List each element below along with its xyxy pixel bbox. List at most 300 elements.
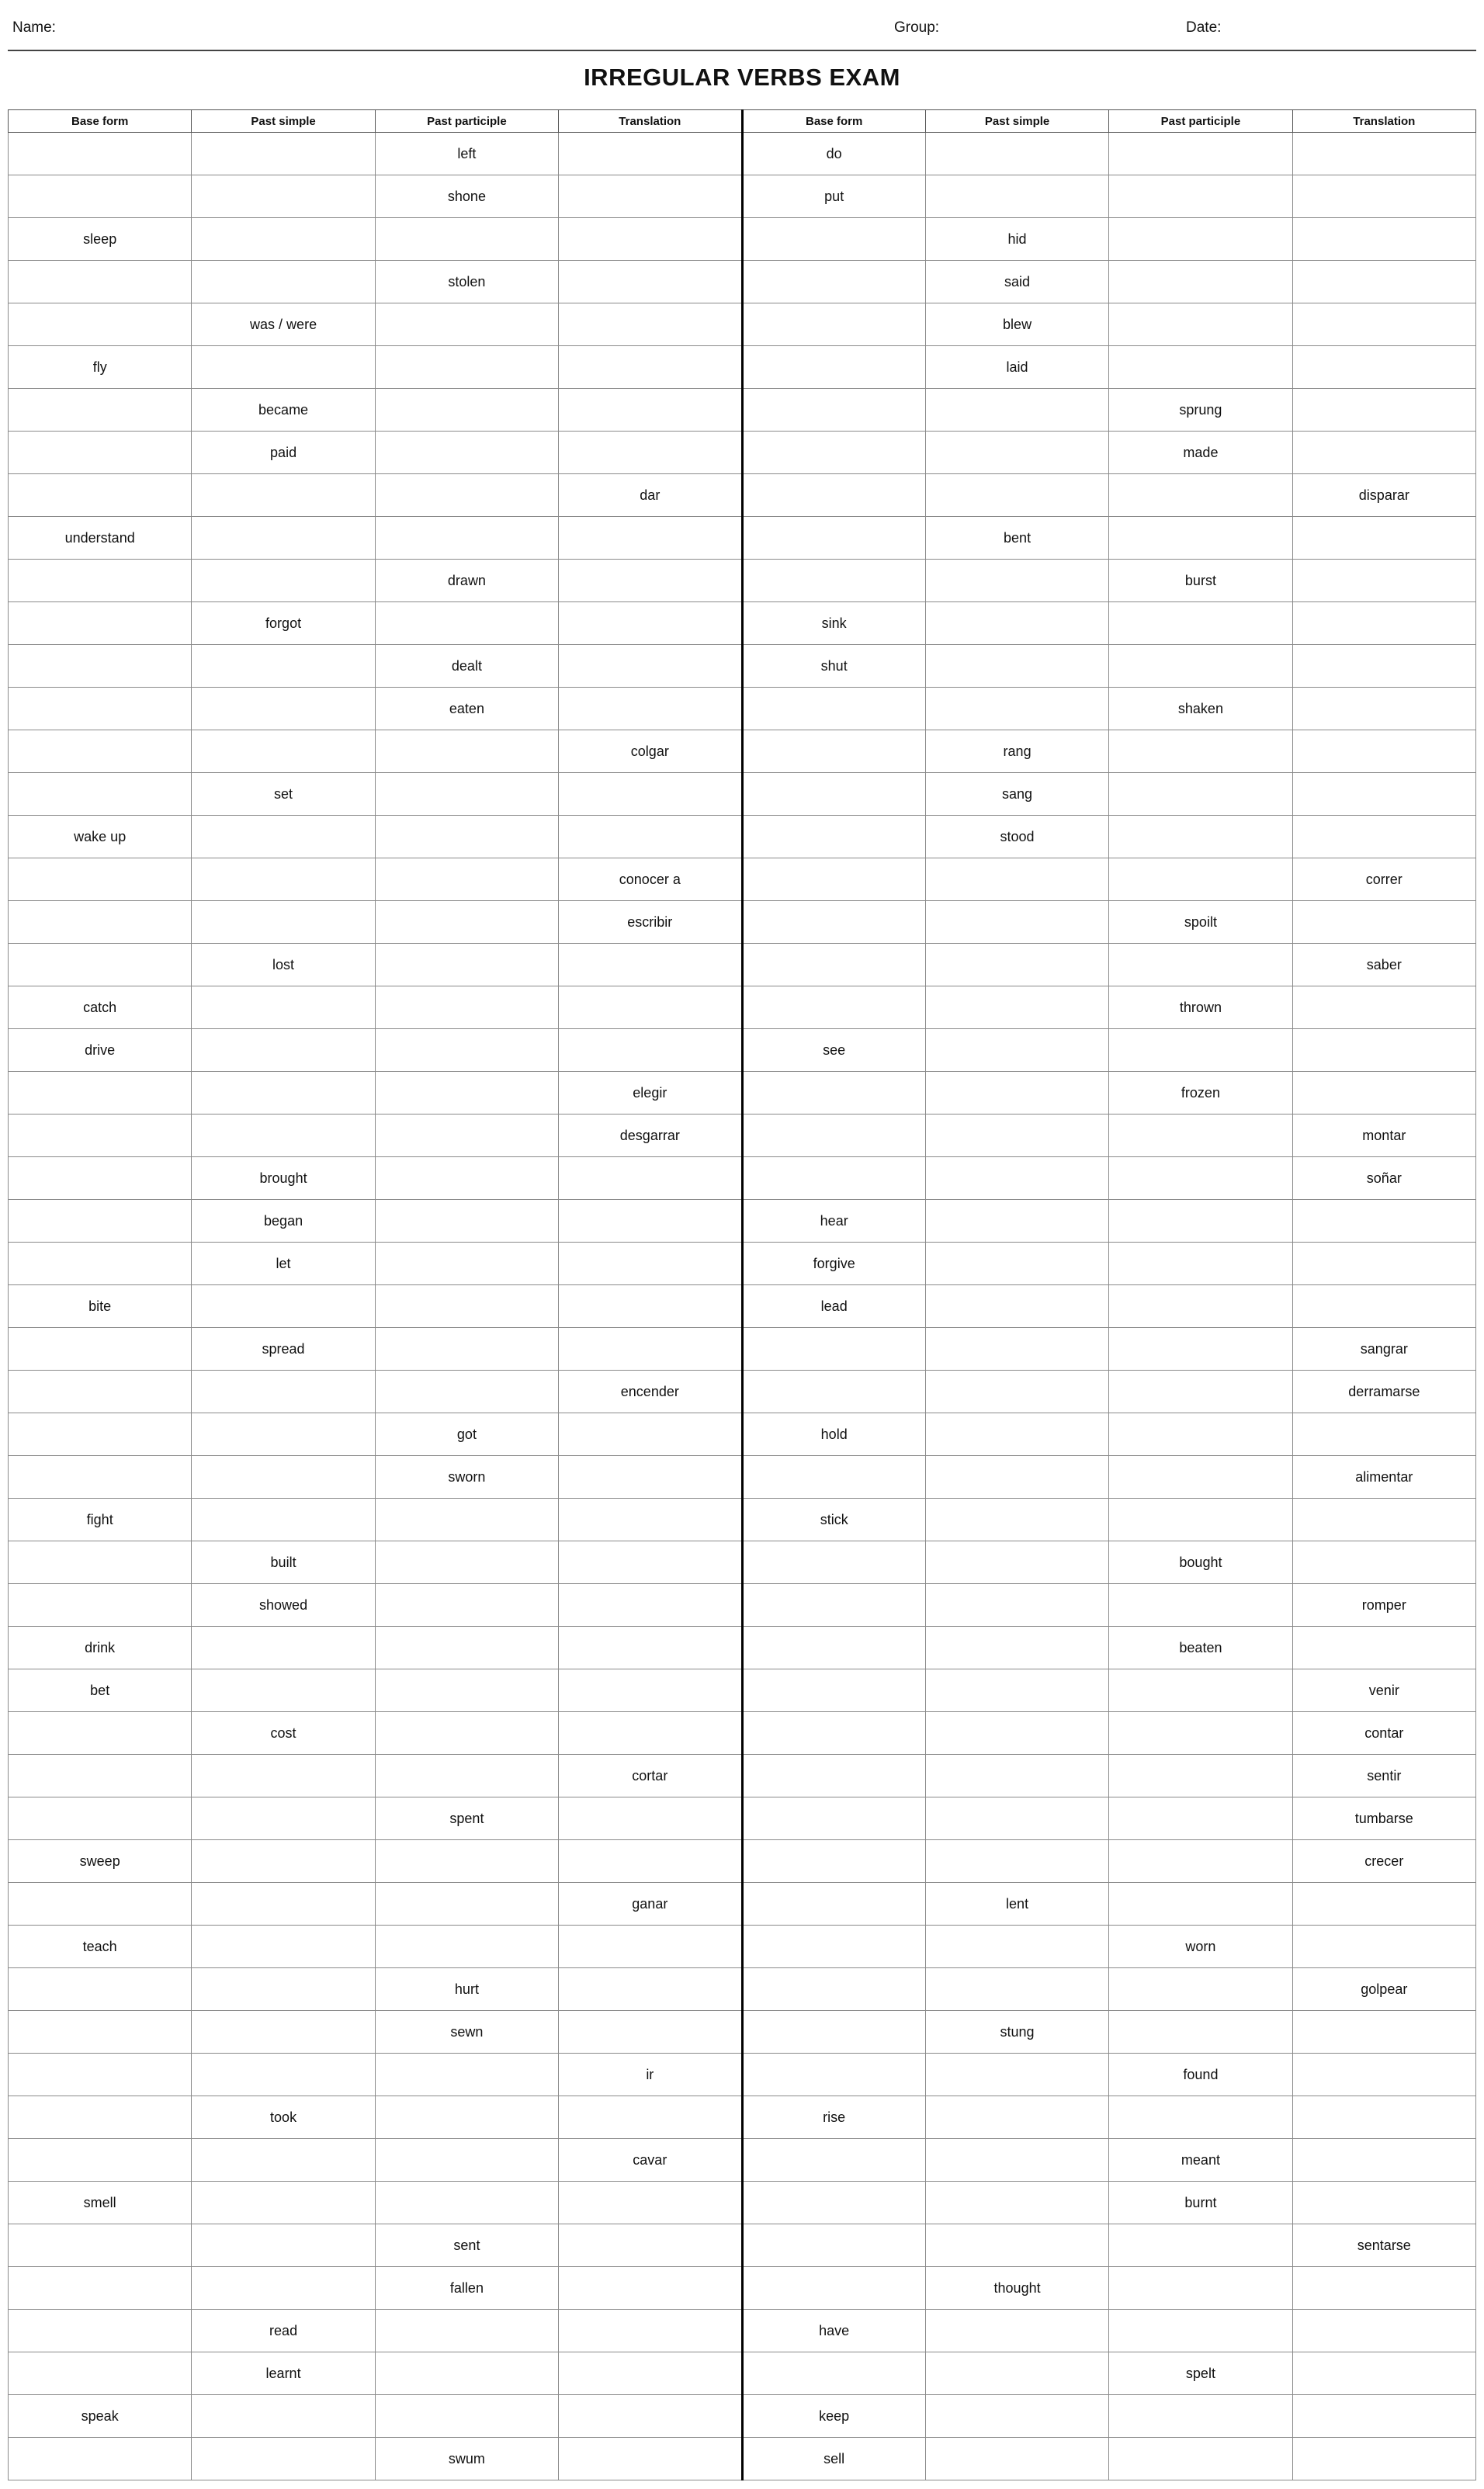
answer-cell[interactable] <box>1292 2395 1475 2438</box>
answer-cell[interactable] <box>375 986 558 1029</box>
answer-cell[interactable] <box>375 816 558 858</box>
answer-cell[interactable] <box>375 1926 558 1968</box>
answer-cell[interactable] <box>925 1712 1108 1755</box>
answer-cell[interactable] <box>1109 1285 1292 1328</box>
answer-cell[interactable] <box>925 1669 1108 1712</box>
answer-cell[interactable] <box>1109 474 1292 517</box>
answer-cell[interactable] <box>192 2395 375 2438</box>
answer-cell[interactable] <box>192 645 375 688</box>
answer-cell[interactable] <box>9 1456 192 1499</box>
answer-cell[interactable] <box>192 517 375 560</box>
answer-cell[interactable] <box>9 261 192 303</box>
answer-cell[interactable] <box>925 2395 1108 2438</box>
answer-cell[interactable] <box>375 1115 558 1157</box>
answer-cell[interactable] <box>559 517 742 560</box>
answer-cell[interactable] <box>192 986 375 1029</box>
answer-cell[interactable] <box>9 602 192 645</box>
answer-cell[interactable] <box>1109 2395 1292 2438</box>
answer-cell[interactable] <box>925 1115 1108 1157</box>
answer-cell[interactable] <box>742 2224 925 2267</box>
answer-cell[interactable] <box>1109 858 1292 901</box>
answer-cell[interactable] <box>925 2182 1108 2224</box>
answer-cell[interactable] <box>742 1157 925 1200</box>
answer-cell[interactable] <box>925 2438 1108 2480</box>
answer-cell[interactable] <box>375 303 558 346</box>
answer-cell[interactable] <box>559 688 742 730</box>
answer-cell[interactable] <box>375 1243 558 1285</box>
answer-cell[interactable] <box>1109 1200 1292 1243</box>
answer-cell[interactable] <box>1109 1968 1292 2011</box>
answer-cell[interactable] <box>742 2139 925 2182</box>
answer-cell[interactable] <box>559 218 742 261</box>
answer-cell[interactable] <box>742 218 925 261</box>
answer-cell[interactable] <box>925 1627 1108 1669</box>
answer-cell[interactable] <box>9 1541 192 1584</box>
answer-cell[interactable] <box>192 1499 375 1541</box>
answer-cell[interactable] <box>375 218 558 261</box>
answer-cell[interactable] <box>559 1584 742 1627</box>
answer-cell[interactable] <box>1109 133 1292 175</box>
answer-cell[interactable] <box>192 1029 375 1072</box>
answer-cell[interactable] <box>1292 261 1475 303</box>
answer-cell[interactable] <box>925 1584 1108 1627</box>
answer-cell[interactable] <box>742 474 925 517</box>
answer-cell[interactable] <box>192 1926 375 1968</box>
answer-cell[interactable] <box>925 1456 1108 1499</box>
answer-cell[interactable] <box>559 1157 742 1200</box>
answer-cell[interactable] <box>925 2310 1108 2352</box>
answer-cell[interactable] <box>742 1627 925 1669</box>
answer-cell[interactable] <box>742 2352 925 2395</box>
answer-cell[interactable] <box>925 1755 1108 1797</box>
answer-cell[interactable] <box>192 218 375 261</box>
answer-cell[interactable] <box>559 1285 742 1328</box>
answer-cell[interactable] <box>1292 517 1475 560</box>
answer-cell[interactable] <box>1292 602 1475 645</box>
answer-cell[interactable] <box>1109 773 1292 816</box>
answer-cell[interactable] <box>375 474 558 517</box>
answer-cell[interactable] <box>9 773 192 816</box>
answer-cell[interactable] <box>1292 389 1475 432</box>
answer-cell[interactable] <box>742 901 925 944</box>
answer-cell[interactable] <box>742 858 925 901</box>
answer-cell[interactable] <box>9 474 192 517</box>
answer-cell[interactable] <box>375 602 558 645</box>
answer-cell[interactable] <box>559 1029 742 1072</box>
answer-cell[interactable] <box>9 2438 192 2480</box>
answer-cell[interactable] <box>375 2395 558 2438</box>
answer-cell[interactable] <box>375 1029 558 1072</box>
answer-cell[interactable] <box>375 1285 558 1328</box>
answer-cell[interactable] <box>559 2096 742 2139</box>
answer-cell[interactable] <box>559 1456 742 1499</box>
answer-cell[interactable] <box>559 1328 742 1371</box>
answer-cell[interactable] <box>742 261 925 303</box>
answer-cell[interactable] <box>559 2224 742 2267</box>
answer-cell[interactable] <box>559 389 742 432</box>
answer-cell[interactable] <box>559 773 742 816</box>
answer-cell[interactable] <box>925 1243 1108 1285</box>
answer-cell[interactable] <box>375 2310 558 2352</box>
answer-cell[interactable] <box>1292 1029 1475 1072</box>
answer-cell[interactable] <box>742 1712 925 1755</box>
answer-cell[interactable] <box>1109 2310 1292 2352</box>
answer-cell[interactable] <box>375 1200 558 1243</box>
answer-cell[interactable] <box>1292 1627 1475 1669</box>
answer-cell[interactable] <box>925 432 1108 474</box>
answer-cell[interactable] <box>1109 517 1292 560</box>
answer-cell[interactable] <box>375 1499 558 1541</box>
answer-cell[interactable] <box>742 2054 925 2096</box>
answer-cell[interactable] <box>192 1627 375 1669</box>
answer-cell[interactable] <box>375 1840 558 1883</box>
answer-cell[interactable] <box>192 1413 375 1456</box>
answer-cell[interactable] <box>925 1072 1108 1115</box>
answer-cell[interactable] <box>925 389 1108 432</box>
answer-cell[interactable] <box>742 1669 925 1712</box>
answer-cell[interactable] <box>925 1926 1108 1968</box>
answer-cell[interactable] <box>1292 432 1475 474</box>
answer-cell[interactable] <box>1292 1883 1475 1926</box>
answer-cell[interactable] <box>9 432 192 474</box>
answer-cell[interactable] <box>559 944 742 986</box>
answer-cell[interactable] <box>375 773 558 816</box>
answer-cell[interactable] <box>9 2011 192 2054</box>
answer-cell[interactable] <box>375 858 558 901</box>
answer-cell[interactable] <box>1292 2096 1475 2139</box>
answer-cell[interactable] <box>1109 2224 1292 2267</box>
answer-cell[interactable] <box>559 2395 742 2438</box>
answer-cell[interactable] <box>1109 1840 1292 1883</box>
answer-cell[interactable] <box>192 560 375 602</box>
answer-cell[interactable] <box>9 2310 192 2352</box>
answer-cell[interactable] <box>559 1200 742 1243</box>
answer-cell[interactable] <box>742 346 925 389</box>
answer-cell[interactable] <box>9 2139 192 2182</box>
answer-cell[interactable] <box>9 858 192 901</box>
answer-cell[interactable] <box>375 2352 558 2395</box>
answer-cell[interactable] <box>375 1328 558 1371</box>
answer-cell[interactable] <box>925 175 1108 218</box>
answer-cell[interactable] <box>192 730 375 773</box>
answer-cell[interactable] <box>1292 2267 1475 2310</box>
answer-cell[interactable] <box>192 816 375 858</box>
answer-cell[interactable] <box>192 901 375 944</box>
answer-cell[interactable] <box>375 1157 558 1200</box>
answer-cell[interactable] <box>192 346 375 389</box>
answer-cell[interactable] <box>1292 773 1475 816</box>
answer-cell[interactable] <box>192 2139 375 2182</box>
answer-cell[interactable] <box>1109 2438 1292 2480</box>
answer-cell[interactable] <box>9 1072 192 1115</box>
answer-cell[interactable] <box>742 1115 925 1157</box>
answer-cell[interactable] <box>925 1371 1108 1413</box>
answer-cell[interactable] <box>375 2182 558 2224</box>
answer-cell[interactable] <box>1292 901 1475 944</box>
answer-cell[interactable] <box>742 2182 925 2224</box>
answer-cell[interactable] <box>192 1968 375 2011</box>
answer-cell[interactable] <box>375 1669 558 1712</box>
answer-cell[interactable] <box>192 2224 375 2267</box>
answer-cell[interactable] <box>9 1243 192 1285</box>
answer-cell[interactable] <box>559 432 742 474</box>
answer-cell[interactable] <box>9 2224 192 2267</box>
answer-cell[interactable] <box>1109 944 1292 986</box>
answer-cell[interactable] <box>9 389 192 432</box>
answer-cell[interactable] <box>192 2182 375 2224</box>
answer-cell[interactable] <box>9 2054 192 2096</box>
answer-cell[interactable] <box>1292 986 1475 1029</box>
answer-cell[interactable] <box>9 1328 192 1371</box>
answer-cell[interactable] <box>925 901 1108 944</box>
answer-cell[interactable] <box>1292 1072 1475 1115</box>
answer-cell[interactable] <box>192 1840 375 1883</box>
answer-cell[interactable] <box>1292 2438 1475 2480</box>
answer-cell[interactable] <box>9 944 192 986</box>
answer-cell[interactable] <box>9 560 192 602</box>
answer-cell[interactable] <box>9 1968 192 2011</box>
answer-cell[interactable] <box>925 1840 1108 1883</box>
answer-cell[interactable] <box>925 560 1108 602</box>
answer-cell[interactable] <box>925 133 1108 175</box>
answer-cell[interactable] <box>375 730 558 773</box>
answer-cell[interactable] <box>559 1840 742 1883</box>
answer-cell[interactable] <box>192 1755 375 1797</box>
answer-cell[interactable] <box>192 1072 375 1115</box>
answer-cell[interactable] <box>559 2438 742 2480</box>
answer-cell[interactable] <box>1292 2011 1475 2054</box>
answer-cell[interactable] <box>742 1541 925 1584</box>
answer-cell[interactable] <box>1109 261 1292 303</box>
answer-cell[interactable] <box>559 645 742 688</box>
answer-cell[interactable] <box>1109 218 1292 261</box>
answer-cell[interactable] <box>9 1371 192 1413</box>
answer-cell[interactable] <box>1292 1285 1475 1328</box>
answer-cell[interactable] <box>742 560 925 602</box>
answer-cell[interactable] <box>9 1584 192 1627</box>
answer-cell[interactable] <box>559 602 742 645</box>
answer-cell[interactable] <box>559 1499 742 1541</box>
answer-cell[interactable] <box>192 2054 375 2096</box>
answer-cell[interactable] <box>742 816 925 858</box>
answer-cell[interactable] <box>1292 1243 1475 1285</box>
answer-cell[interactable] <box>559 1627 742 1669</box>
answer-cell[interactable] <box>192 2011 375 2054</box>
answer-cell[interactable] <box>9 1883 192 1926</box>
answer-cell[interactable] <box>9 1797 192 1840</box>
answer-cell[interactable] <box>375 432 558 474</box>
answer-cell[interactable] <box>1109 1371 1292 1413</box>
answer-cell[interactable] <box>925 1499 1108 1541</box>
answer-cell[interactable] <box>559 1797 742 1840</box>
answer-cell[interactable] <box>9 2352 192 2395</box>
answer-cell[interactable] <box>925 1413 1108 1456</box>
answer-cell[interactable] <box>192 2267 375 2310</box>
answer-cell[interactable] <box>1109 1499 1292 1541</box>
answer-cell[interactable] <box>9 1413 192 1456</box>
answer-cell[interactable] <box>559 1968 742 2011</box>
answer-cell[interactable] <box>9 901 192 944</box>
answer-cell[interactable] <box>1109 2096 1292 2139</box>
answer-cell[interactable] <box>559 2352 742 2395</box>
answer-cell[interactable] <box>1109 1328 1292 1371</box>
answer-cell[interactable] <box>192 1456 375 1499</box>
answer-cell[interactable] <box>375 389 558 432</box>
answer-cell[interactable] <box>742 432 925 474</box>
answer-cell[interactable] <box>192 133 375 175</box>
answer-cell[interactable] <box>742 1456 925 1499</box>
answer-cell[interactable] <box>192 688 375 730</box>
answer-cell[interactable] <box>925 986 1108 1029</box>
answer-cell[interactable] <box>1109 1413 1292 1456</box>
answer-cell[interactable] <box>1109 1029 1292 1072</box>
answer-cell[interactable] <box>559 175 742 218</box>
answer-cell[interactable] <box>925 645 1108 688</box>
answer-cell[interactable] <box>1109 2267 1292 2310</box>
answer-cell[interactable] <box>1292 645 1475 688</box>
answer-cell[interactable] <box>559 1413 742 1456</box>
answer-cell[interactable] <box>9 1712 192 1755</box>
answer-cell[interactable] <box>192 474 375 517</box>
answer-cell[interactable] <box>192 175 375 218</box>
answer-cell[interactable] <box>192 2438 375 2480</box>
answer-cell[interactable] <box>192 1883 375 1926</box>
answer-cell[interactable] <box>559 1712 742 1755</box>
answer-cell[interactable] <box>559 1669 742 1712</box>
answer-cell[interactable] <box>1292 560 1475 602</box>
answer-cell[interactable] <box>9 688 192 730</box>
answer-cell[interactable] <box>1109 1669 1292 1712</box>
answer-cell[interactable] <box>192 261 375 303</box>
answer-cell[interactable] <box>742 2011 925 2054</box>
answer-cell[interactable] <box>559 303 742 346</box>
answer-cell[interactable] <box>742 1926 925 1968</box>
answer-cell[interactable] <box>559 2182 742 2224</box>
answer-cell[interactable] <box>1109 1883 1292 1926</box>
answer-cell[interactable] <box>925 944 1108 986</box>
answer-cell[interactable] <box>9 1115 192 1157</box>
answer-cell[interactable] <box>9 1157 192 1200</box>
answer-cell[interactable] <box>1292 688 1475 730</box>
answer-cell[interactable] <box>559 2310 742 2352</box>
answer-cell[interactable] <box>1109 1797 1292 1840</box>
answer-cell[interactable] <box>1109 303 1292 346</box>
answer-cell[interactable] <box>925 1029 1108 1072</box>
answer-cell[interactable] <box>9 730 192 773</box>
answer-cell[interactable] <box>1109 602 1292 645</box>
answer-cell[interactable] <box>375 1883 558 1926</box>
answer-cell[interactable] <box>742 944 925 986</box>
answer-cell[interactable] <box>192 1115 375 1157</box>
answer-cell[interactable] <box>9 133 192 175</box>
answer-cell[interactable] <box>1109 1115 1292 1157</box>
answer-cell[interactable] <box>1109 1157 1292 1200</box>
answer-cell[interactable] <box>925 1200 1108 1243</box>
answer-cell[interactable] <box>1292 1499 1475 1541</box>
answer-cell[interactable] <box>742 1584 925 1627</box>
answer-cell[interactable] <box>1292 218 1475 261</box>
answer-cell[interactable] <box>1292 1926 1475 1968</box>
answer-cell[interactable] <box>375 2054 558 2096</box>
answer-cell[interactable] <box>742 688 925 730</box>
answer-cell[interactable] <box>925 1797 1108 1840</box>
answer-cell[interactable] <box>1109 346 1292 389</box>
answer-cell[interactable] <box>925 2096 1108 2139</box>
answer-cell[interactable] <box>559 1243 742 1285</box>
answer-cell[interactable] <box>559 133 742 175</box>
answer-cell[interactable] <box>9 175 192 218</box>
answer-cell[interactable] <box>375 2139 558 2182</box>
answer-cell[interactable] <box>1109 730 1292 773</box>
answer-cell[interactable] <box>1292 2182 1475 2224</box>
answer-cell[interactable] <box>9 1200 192 1243</box>
answer-cell[interactable] <box>9 645 192 688</box>
answer-cell[interactable] <box>375 944 558 986</box>
answer-cell[interactable] <box>559 346 742 389</box>
answer-cell[interactable] <box>742 1968 925 2011</box>
answer-cell[interactable] <box>375 1712 558 1755</box>
answer-cell[interactable] <box>742 389 925 432</box>
answer-cell[interactable] <box>559 1926 742 1968</box>
answer-cell[interactable] <box>1292 346 1475 389</box>
answer-cell[interactable] <box>742 773 925 816</box>
answer-cell[interactable] <box>375 2096 558 2139</box>
answer-cell[interactable] <box>192 1669 375 1712</box>
answer-cell[interactable] <box>559 816 742 858</box>
answer-cell[interactable] <box>742 1328 925 1371</box>
answer-cell[interactable] <box>742 1371 925 1413</box>
answer-cell[interactable] <box>375 1371 558 1413</box>
answer-cell[interactable] <box>1109 1456 1292 1499</box>
answer-cell[interactable] <box>1109 816 1292 858</box>
answer-cell[interactable] <box>1292 2139 1475 2182</box>
answer-cell[interactable] <box>1292 1413 1475 1456</box>
answer-cell[interactable] <box>375 1072 558 1115</box>
answer-cell[interactable] <box>925 2352 1108 2395</box>
answer-cell[interactable] <box>1109 175 1292 218</box>
answer-cell[interactable] <box>742 730 925 773</box>
answer-cell[interactable] <box>375 517 558 560</box>
answer-cell[interactable] <box>925 688 1108 730</box>
answer-cell[interactable] <box>9 1755 192 1797</box>
answer-cell[interactable] <box>925 1541 1108 1584</box>
answer-cell[interactable] <box>925 2139 1108 2182</box>
answer-cell[interactable] <box>9 2096 192 2139</box>
answer-cell[interactable] <box>1109 1584 1292 1627</box>
answer-cell[interactable] <box>925 1328 1108 1371</box>
answer-cell[interactable] <box>559 986 742 1029</box>
answer-cell[interactable] <box>375 346 558 389</box>
answer-cell[interactable] <box>9 2267 192 2310</box>
answer-cell[interactable] <box>192 1285 375 1328</box>
answer-cell[interactable] <box>742 303 925 346</box>
answer-cell[interactable] <box>742 1797 925 1840</box>
answer-cell[interactable] <box>742 1755 925 1797</box>
answer-cell[interactable] <box>925 1285 1108 1328</box>
answer-cell[interactable] <box>1292 816 1475 858</box>
answer-cell[interactable] <box>192 858 375 901</box>
answer-cell[interactable] <box>1292 303 1475 346</box>
answer-cell[interactable] <box>742 517 925 560</box>
answer-cell[interactable] <box>559 1541 742 1584</box>
answer-cell[interactable] <box>925 1968 1108 2011</box>
answer-cell[interactable] <box>925 1157 1108 1200</box>
answer-cell[interactable] <box>1292 175 1475 218</box>
answer-cell[interactable] <box>559 2011 742 2054</box>
answer-cell[interactable] <box>925 474 1108 517</box>
answer-cell[interactable] <box>375 1627 558 1669</box>
answer-cell[interactable] <box>1292 730 1475 773</box>
